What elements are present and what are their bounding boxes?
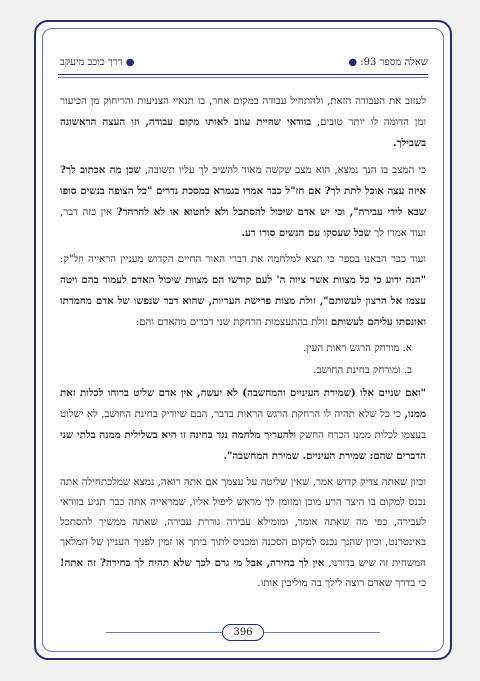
bold-text-run: בוודאי שהיית עוזב לאותו מקום עבודה, וזו העצה הראשונה בשבילך.	[60, 116, 426, 149]
text-run: כי כל שלא תהיה לו הרחקת הרגש הראות בדבר, הבם שיודיק בחינת החושב, לא ישלוט בעצמו לכלות ממנו הכרח החשק	[60, 409, 426, 441]
page-number: 396	[222, 624, 263, 641]
text-run: לעזוב את העבודה הזאת, ולהתחיל עבודה במקום אחר, בו תנאיי הצניעות והריחוק מן הכיעור ומן הדומה לו יותר טובים,	[60, 96, 426, 128]
header-dot-icon: ●	[125, 56, 135, 68]
text-run: כי בדרך שאדם רוצה לילך בה מוליכין אותו.	[257, 578, 426, 589]
question-label: שאלה מספר 93:	[360, 56, 428, 68]
page-header	[60, 52, 428, 72]
bold-text-run: אין לך בחירה, אבל מי גרם לכך שלא תהיה לך בחירה? זה אתה!	[60, 557, 325, 569]
page-body	[60, 92, 426, 600]
list-item: ב. ומורחק בחינת החושב.	[313, 365, 412, 376]
list	[60, 339, 426, 381]
paragraph	[60, 473, 426, 594]
running-title-question	[348, 57, 428, 68]
book-title: דרך כוכב מיעקב	[60, 56, 123, 68]
text-run: אין כזה דבר, ועוד אמרו לך	[60, 207, 426, 239]
header-rule-secondary	[58, 77, 428, 78]
paragraph-group-2	[60, 383, 426, 594]
bold-text-run: שכן מה אכתוב לך? איזה עצה אוכל לתת לך? אם חז"ל כבר אמרו בגמרא במסכת נדרים "כל הצופה בנשים סופו שבא לידי עבירה", וכי יש אדם שיכול להסתכל ולא לחטוא או לא להרהר?	[60, 164, 427, 218]
book-page	[34, 20, 452, 660]
text-run: ועוד כבר הבאנו בספר כי תצא למלחמה את דברי האור החיים הקדוש מעניין הראייה וזל"ק:	[60, 254, 426, 265]
paragraph-group-1	[60, 92, 426, 333]
header-dot-icon: ●	[348, 56, 358, 68]
text-run: וכיון שאתה צדיק קדוש אמר, שאין שליטה על עצמך אם אתה רואה, נמצא שמלכתחילה אתה נכנס למקום בו היצר הרע מוכן ומזומן לך מראש ליפול אליו, שמראייה אתה כבר תגיע בוודאי לעבירה, כפי מה שאתה אומר, ומומילא עבירה גוררת עבירה, שאתה ממשיך להסתכל באינטרנט, וכיון שהנך נכנס למקום הסכנה ומכניס לתוך ביתך או זמין לפניך העניין של המלאך המשחית זה שיש בדורנו,	[60, 477, 426, 569]
paragraph	[60, 160, 426, 244]
page-footer	[36, 620, 450, 644]
paragraph	[60, 250, 426, 333]
text-run: זולת בהתעצמות הרחקת שני דברים מהאדם והם:	[135, 317, 331, 328]
bold-text-run: שכל שעסקו עם הנשים סורו רע.	[241, 227, 371, 239]
bold-text-run: ולהעריך מלחמה נגד בחינה זו היא בשלילית ממנה בלתי שני הדברים שהם: שמירת העיניים. שמירת המחשבה".	[60, 429, 426, 462]
paragraph	[60, 92, 426, 154]
paragraph	[60, 383, 426, 467]
bold-text-run: "הנה ידוע כי כל מצוות אשר ציוה ה' לעם קודשו הם מצוות שיכול האדם לעמוד בהם ויטה עצמו אל הרצון לעשותם", זולת מצות פרישת העריות, שהוא דבר שנפשו של אדם מחמדתו ואונסתו עליהם לעשותם	[60, 274, 426, 328]
list-item: א. מורחק הרגש ראות העין.	[303, 343, 412, 354]
text-run: כי המצב בו הנך נמצא, הוא מצב שקשה מאוד להשיב לך עליו תשובה,	[140, 165, 426, 176]
header-rule	[58, 74, 428, 75]
running-title-book	[60, 57, 134, 68]
bold-text-run: "ואם שניים אלו (שמירת העיניים והמחשבה) לא יעשה, אין אדם שליט ברוחו לכלות זאת ממנו,	[60, 387, 426, 420]
